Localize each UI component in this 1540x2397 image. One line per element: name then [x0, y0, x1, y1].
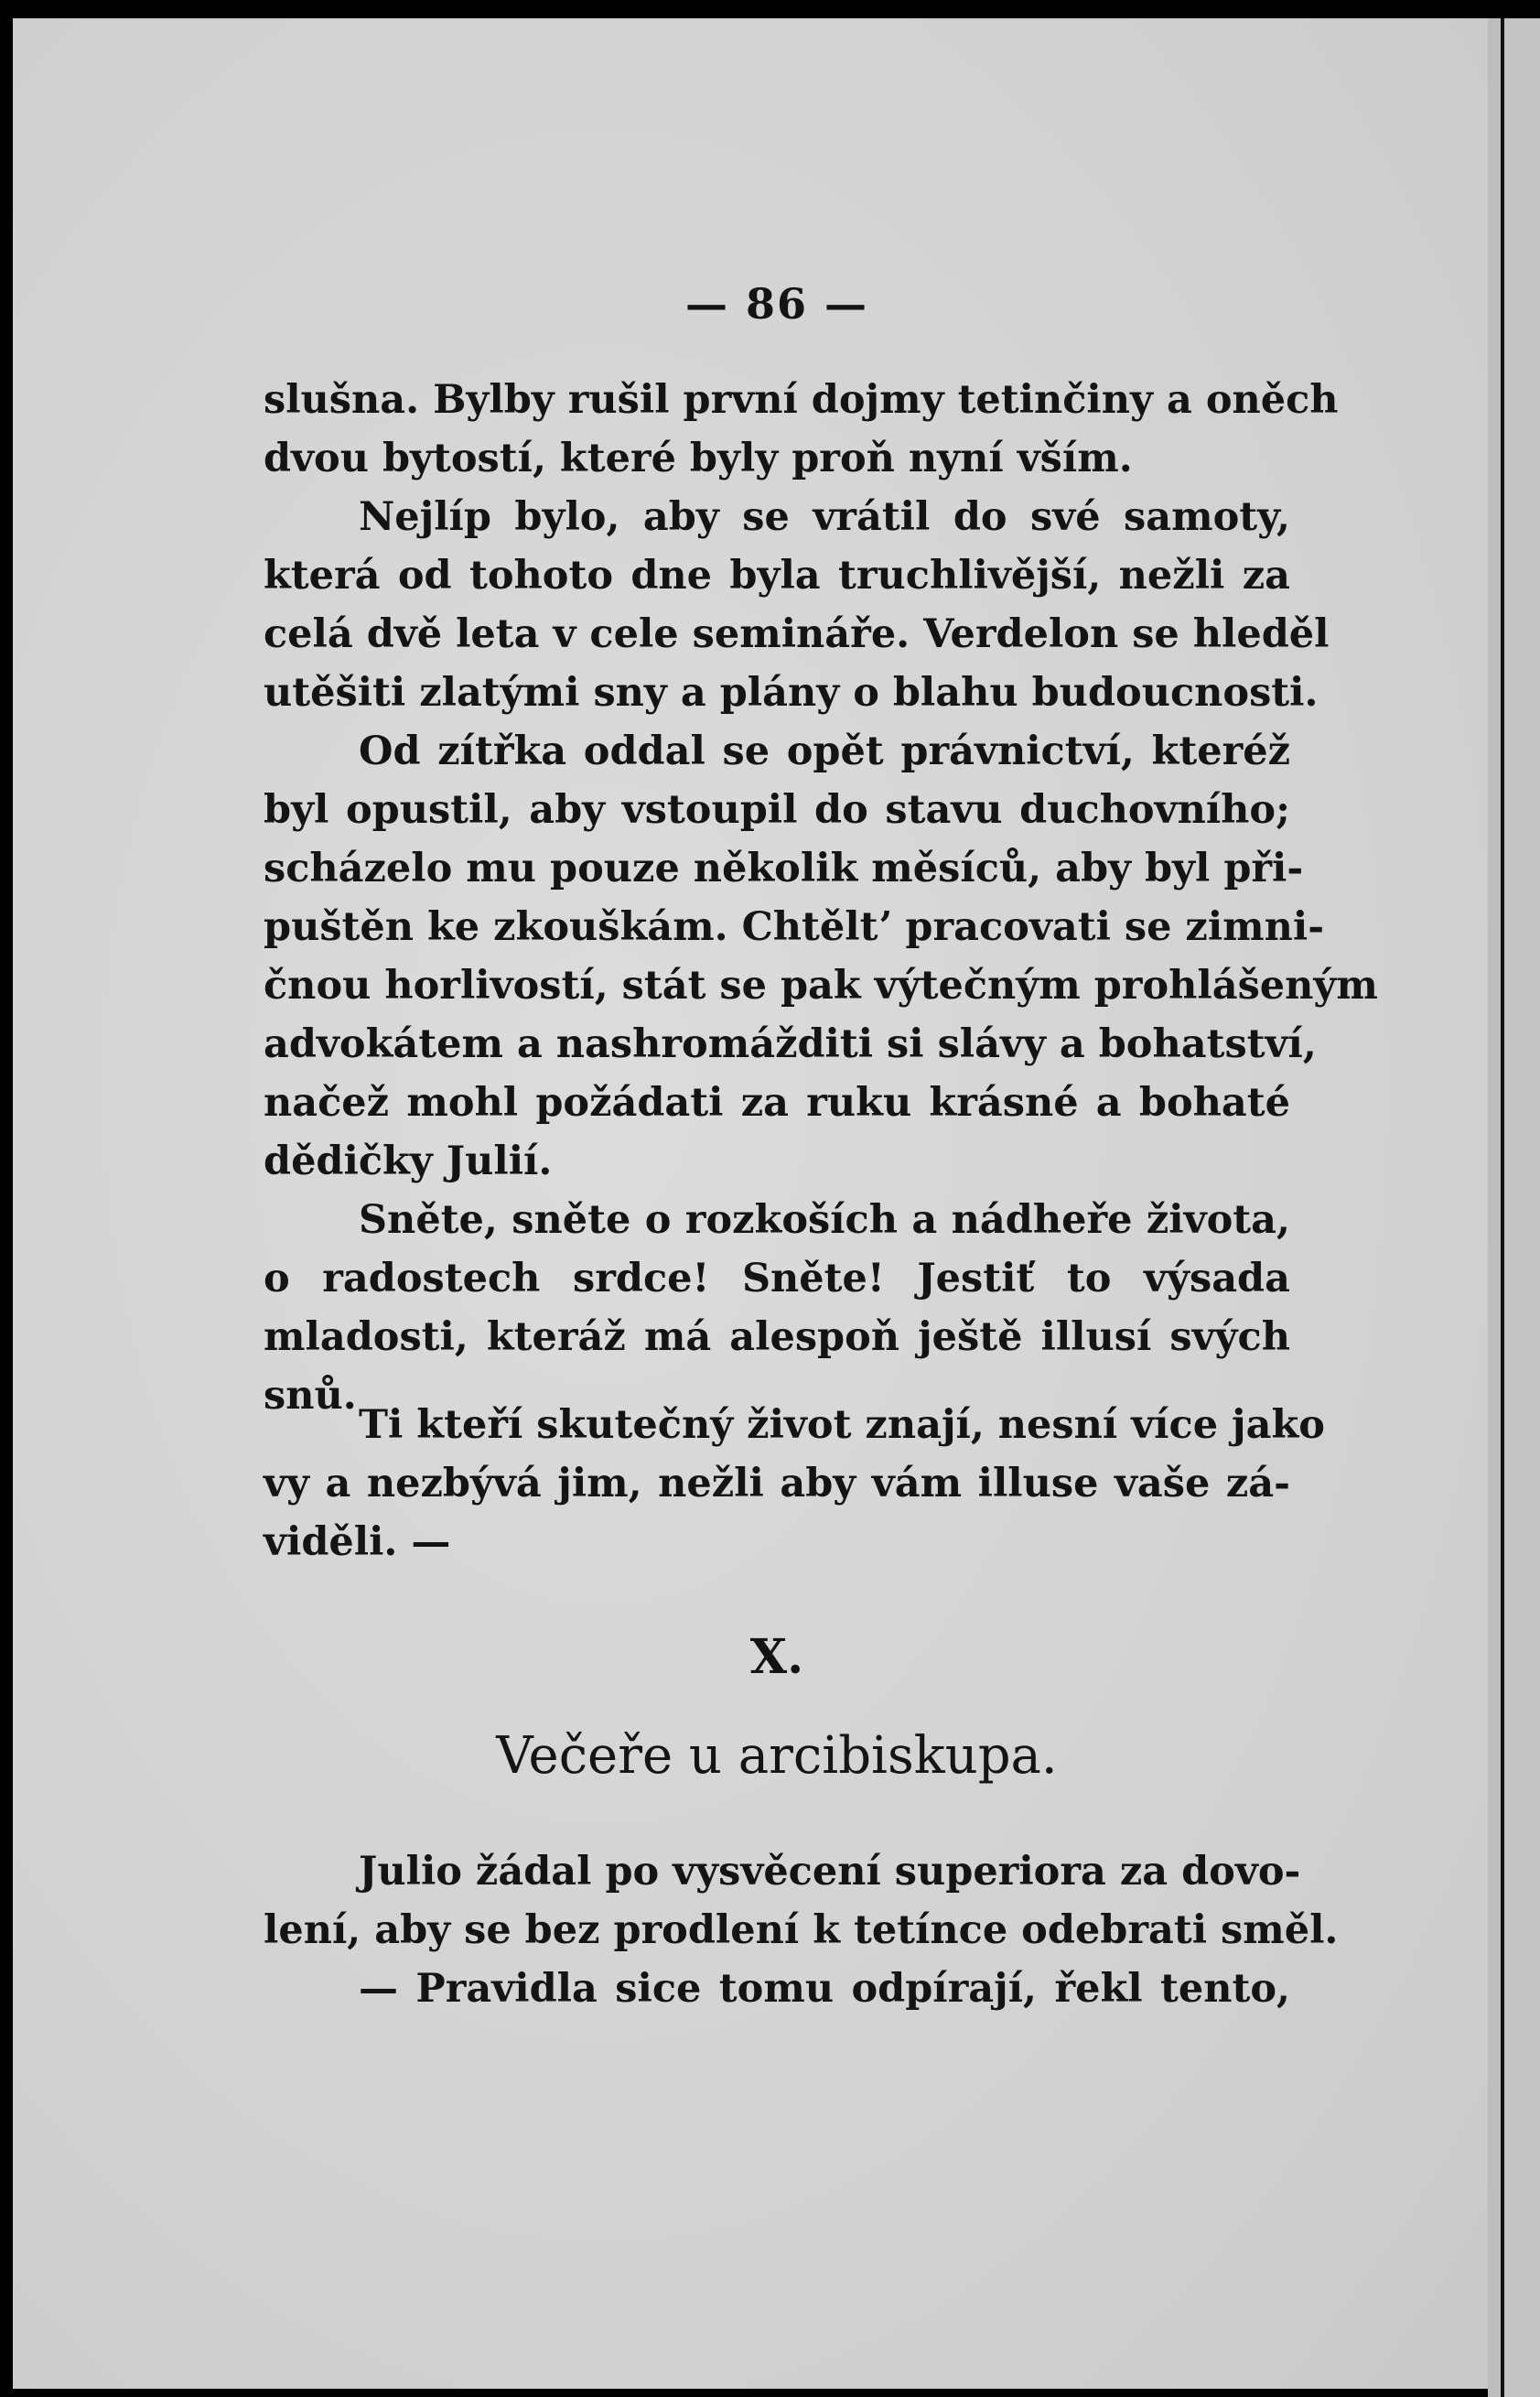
- text-line: Julio žádal po vysvěcení superiora za dovo-: [359, 1849, 1301, 1895]
- text-line: slušna. Bylby rušil první dojmy tetinčiny a oněch: [264, 377, 1339, 423]
- chapter-title: Večeře u arcibiskupa.: [496, 1726, 1058, 1786]
- text-line: o radostech srdce! Sněte! Jestiť to výsada: [264, 1256, 1290, 1301]
- text-line: Sněte, sněte o rozkoších a nádheře života,: [359, 1197, 1290, 1243]
- text-line: snů.: [264, 1373, 357, 1419]
- text-line: která od tohoto dne byla truchlivější, nežli za: [264, 553, 1290, 599]
- paragraph: [264, 1396, 1325, 1571]
- chapter-number: X.: [749, 1629, 804, 1685]
- text-line: dědičky Julií.: [264, 1139, 553, 1184]
- text-line: scházelo mu pouze několik měsíců, aby byl při-: [264, 846, 1304, 891]
- text-line: Ti kteří skutečný život znají, nesní více jako: [359, 1402, 1325, 1448]
- text-line: puštěn ke zkouškám. Chtěltʼ pracovati se zimni-: [264, 904, 1325, 950]
- paragraph: [264, 1960, 1290, 2018]
- text-line: celá dvě leta v cele semináře. Verdelon se hleděl: [264, 611, 1330, 657]
- text-line: dvou bytostí, které byly proň nyní vším.: [264, 436, 1133, 481]
- text-line: vy a nezbývá jim, nežli aby vám illuse vaše zá-: [264, 1461, 1290, 1506]
- paragraph: [264, 371, 1339, 488]
- paragraph: [264, 1842, 1339, 1960]
- text-line: — Pravidla sice tomu odpírají, řekl tento,: [359, 1966, 1290, 2012]
- text-line: byl opustil, aby vstoupil do stavu duchovního;: [264, 787, 1290, 833]
- text-line: čnou horlivostí, stát se pak výtečným prohlášeným: [264, 963, 1378, 1009]
- text-line: viděli. —: [264, 1519, 451, 1565]
- text-line: načež mohl požádati za ruku krásné a bohaté: [264, 1080, 1290, 1126]
- paragraph: [264, 488, 1330, 722]
- text-line: lení, aby se bez prodlení k tetínce odebrati směl.: [264, 1907, 1339, 1953]
- paragraph: [264, 1191, 1290, 1425]
- text-line: advokátem a nashromážditi si slávy a bohatství,: [264, 1021, 1317, 1067]
- text-line: mladosti, kteráž má alespoň ještě illusí svých: [264, 1314, 1290, 1360]
- page-edge-strip: [1488, 18, 1501, 2397]
- adjacent-page-strip: [1504, 18, 1540, 2397]
- paragraph: [264, 722, 1378, 1191]
- text-line: Nejlíp bylo, aby se vrátil do své samoty,: [359, 494, 1290, 540]
- page-number: — 86 —: [684, 279, 869, 329]
- text-line: Od zítřka oddal se opět právnictví, kteréž: [359, 729, 1290, 774]
- text-line: utěšiti zlatými sny a plány o blahu budoucnosti.: [264, 670, 1319, 716]
